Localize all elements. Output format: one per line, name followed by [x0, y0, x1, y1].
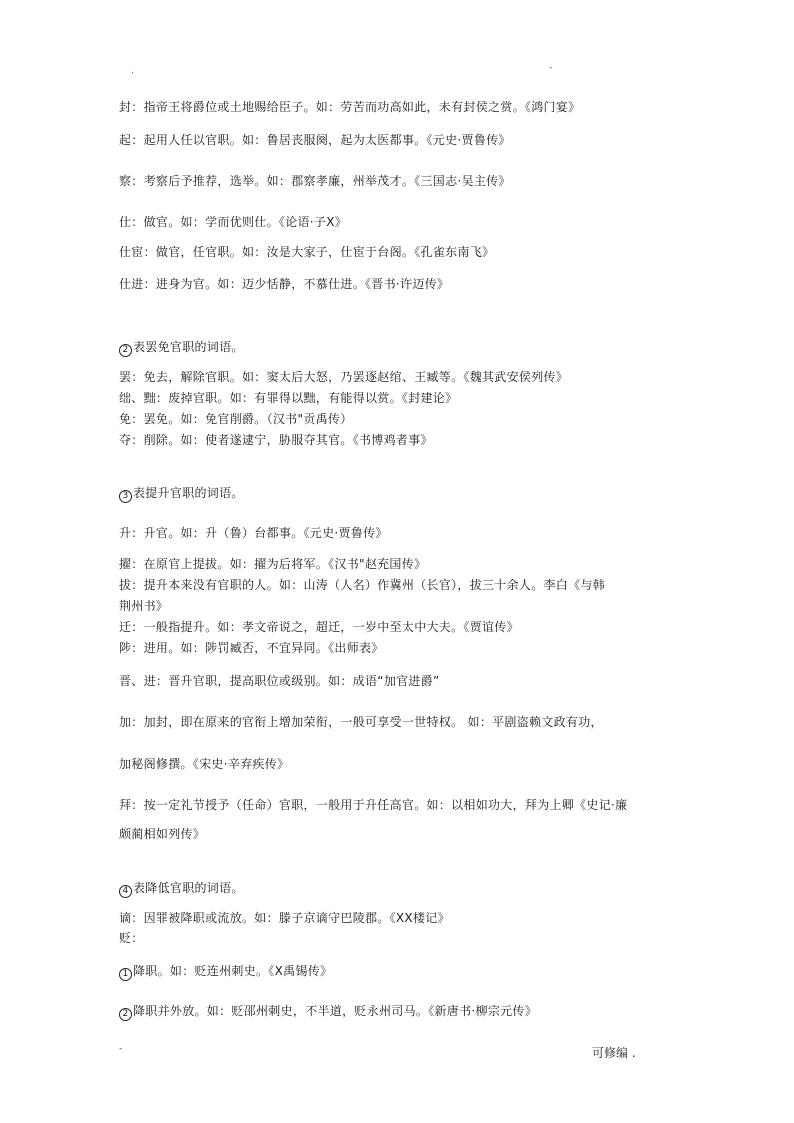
text-line-zhe: 谪：因罪被降职或流放。如：滕子京谪守巴陵郡。《XX楼记》	[119, 911, 450, 925]
section-heading-text: 表提升官职的词语。	[133, 486, 244, 500]
text-line-jinjin: 晋、进：晋升官职，提高职位或级别。如：成语“加官进爵”	[119, 674, 440, 688]
header-left-mark: .	[131, 66, 134, 76]
text-line-shihuan: 仕宦：做官，任官职。如：汝是大家子，仕宦于台阁。《孔雀东南飞》	[119, 245, 495, 259]
text-line-chu: 绌、黜：废掉官职。如：有罪得以黜，有能得以赏。《封建论》	[119, 391, 458, 405]
sub-number-marker: 1	[119, 968, 132, 981]
text-line-jia-cont: 加秘阁修撰。《宋史·辛弃疾传》	[119, 757, 290, 771]
text-line-ba2-cont: 荆州书》	[119, 599, 169, 613]
sub-item-text: 降职。如：贬连州刺史。《X禹锡传》	[133, 964, 333, 978]
section-heading-text: 表降低官职的词语。	[133, 881, 244, 895]
sub-number-marker: 2	[119, 1008, 132, 1021]
text-line-sheng: 升：升官。如：升（鲁）台都事。《元史·贾鲁传》	[119, 526, 388, 540]
section-number-marker: 2	[119, 344, 132, 357]
text-line-jia: 加：加封，即在原来的官衔上增加荣衔，一般可享受一世特权。 如：平剧盗赖文政有功，	[119, 715, 603, 729]
text-line-qian: 迁：一般指提升。如：孝文帝说之，超迁，一岁中至太中大夫。《贾谊传》	[119, 620, 519, 634]
text-line-bai-cont: 颇蔺相如列传》	[119, 827, 206, 841]
section-heading-dismissal	[119, 340, 244, 357]
text-line-bian: 贬：	[119, 931, 144, 945]
section-number-marker: 4	[119, 885, 132, 898]
text-line-zhuo: 擢：在原官上提拔。如：擢为后将军。《汉书"赵充国传》	[119, 557, 427, 571]
text-line-feng: 封：指帝王将爵位或土地赐给臣子。如：劳苦而功高如此，未有封侯之赏。《鸿门宴》	[119, 100, 581, 114]
section-number-marker: 3	[119, 490, 132, 503]
text-line-bai: 拜：按一定礼节授予（任命）官职，一般用于升任高官。如：以相如功大，拜为上卿《史记·廉	[119, 798, 628, 812]
sub-item-1	[119, 964, 332, 981]
text-line-duo: 夺：削除。如：使者遂逮宁，胁服夺其官。《书博鸡者事》	[119, 433, 433, 447]
text-line-ba: 罢：免去，解除官职。如：窦太后大怒，乃罢逐赵绾、王臧等。《魏其武安侯列传》	[119, 370, 569, 384]
sub-item-text: 降职并外放。如：贬邵州刺史，不半道，贬永州司马。《新唐书·柳宗元传》	[133, 1004, 538, 1018]
footer-left-mark: -	[119, 1044, 123, 1054]
text-line-zhi: 陟：进用。如：陟罚臧否，不宜异同。《出师表》	[119, 641, 384, 655]
text-line-shijin: 仕进：进身为官。如：迈少恬静，不慕仕进。《晋书·许迈传》	[119, 277, 450, 291]
section-heading-text: 表罢免官职的词语。	[133, 340, 244, 354]
text-line-shi: 仕：做官。如：学而优则仕。《论语·子X》	[119, 215, 348, 229]
text-line-ba2: 拔：提升本来没有官职的人。如：山涛（人名）作冀州（长官），拔三十余人。李白《与韩	[119, 578, 606, 592]
footer-editable-label: 可修编 .	[592, 1046, 636, 1060]
text-line-cha: 察：考察后予推荐，选举。如：郡察孝廉，州举茂才。《三国志·吴主传》	[119, 174, 511, 188]
section-heading-promotion	[119, 486, 244, 503]
sub-item-2	[119, 1004, 537, 1021]
text-line-qi: 起：起用人任以官职。如：鲁居丧服阕，起为太医都事。《元史·贾鲁传》	[119, 133, 511, 147]
header-right-mark: -	[549, 63, 553, 73]
text-line-mian: 免：罢免。如：免官削爵。（汉书"贡禹传）	[119, 412, 353, 426]
section-heading-demotion	[119, 881, 244, 898]
